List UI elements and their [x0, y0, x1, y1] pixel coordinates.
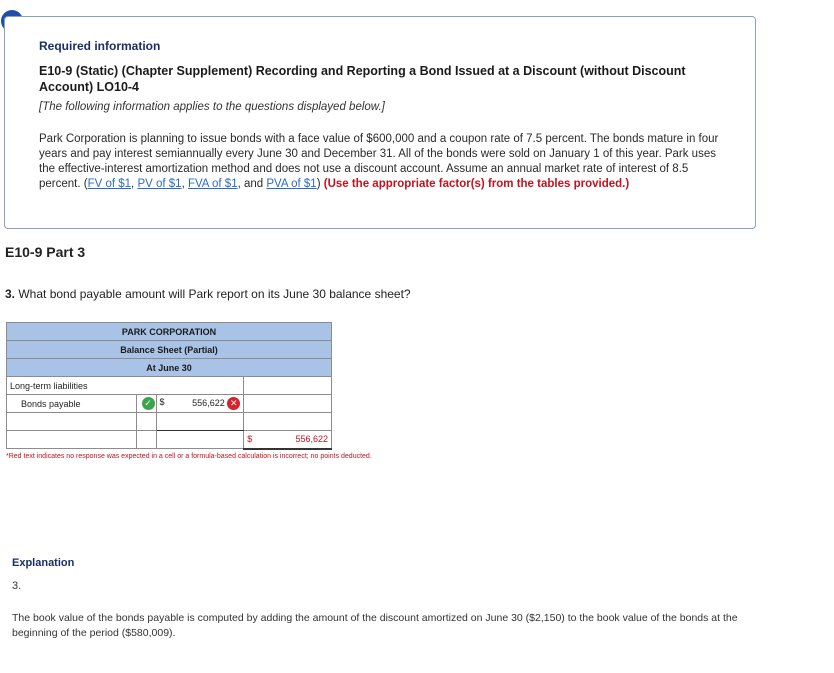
company-name: PARK CORPORATION [7, 323, 332, 341]
red-text-note: *Red text indicates no response was expected in a cell or a formula-based calculation is incorrect; no points deducted. [6, 453, 372, 460]
fva-link[interactable]: FVA of $1 [187, 178, 238, 190]
pv-link[interactable]: PV of $1 [137, 178, 182, 190]
problem-text: Park Corporation is planning to issue bonds with a face value of $600,000 and a coupon rate of 7.5 percent. The bonds mature in four years and pay interest semiannually every June 30 and December 31. All of the bonds were sold on January 1 of this year. Park uses the effective-interest amortization method and does not use a discount account. Assume an annual market rate of interest of 8.5 percent. ( [39, 133, 719, 190]
balance-sheet-table [6, 322, 332, 450]
empty-cell [7, 413, 137, 431]
total-row [7, 431, 332, 449]
section-row [7, 377, 332, 395]
info-title: Required information [39, 39, 161, 53]
total-value: 556,622 [295, 434, 328, 445]
blank-row [7, 413, 332, 431]
explanation-text: The book value of the bonds payable is computed by adding the amount of the discount amortized on June 30 ($2,150) to the book value of the bonds at the beginning of the period ($580,009). [12, 612, 738, 639]
info-note: [The following information applies to the questions displayed below.] [39, 101, 385, 113]
empty-cell [156, 413, 244, 431]
check-cell [136, 395, 156, 413]
problem-description [39, 132, 729, 192]
empty-cell [136, 431, 156, 449]
question-number: 3. [5, 287, 16, 301]
check-icon: ✓ [142, 397, 155, 410]
separator: , and [237, 178, 267, 190]
total-cell [244, 431, 332, 449]
problem-heading: E10-9 (Static) (Chapter Supplement) Recording and Reporting a Bond Issued at a Discount (without Discount Account) LO10-4 [39, 64, 686, 94]
total-currency: $ [247, 434, 253, 445]
part-title: E10-9 Part 3 [5, 244, 86, 260]
header-statement-row [7, 341, 332, 359]
empty-cell [156, 431, 244, 449]
table-instruction: (Use the appropriate factor(s) from the tables provided.) [323, 178, 630, 190]
currency-symbol: $ [159, 397, 165, 407]
separator: ) [316, 178, 321, 190]
amount-input-cell[interactable] [156, 395, 244, 413]
required-information-panel [4, 16, 756, 229]
section-label: Long-term liabilities [7, 377, 244, 395]
amount-value: 556,622 [192, 397, 225, 408]
explanation-title: Explanation [12, 557, 75, 569]
amount-value-wrap [192, 397, 240, 410]
empty-cell [244, 395, 332, 413]
header-date-row [7, 359, 332, 377]
statement-name: Balance Sheet (Partial) [7, 341, 332, 359]
separator: , [181, 178, 188, 190]
separator: , [131, 178, 138, 190]
empty-cell [136, 413, 156, 431]
empty-cell [244, 377, 332, 395]
explanation-number: 3. [12, 580, 22, 592]
question-text: What bond payable amount will Park report on its June 30 balance sheet? [18, 287, 411, 301]
statement-date: At June 30 [7, 359, 332, 377]
question [5, 287, 411, 301]
row-label: Bonds payable [7, 395, 137, 413]
empty-cell [244, 413, 332, 431]
table-row [7, 395, 332, 413]
incorrect-icon: ✕ [227, 397, 240, 410]
pva-link[interactable]: PVA of $1 [266, 178, 317, 190]
header-company-row [7, 323, 332, 341]
empty-cell [7, 431, 137, 449]
fv-link[interactable]: FV of $1 [87, 178, 132, 190]
